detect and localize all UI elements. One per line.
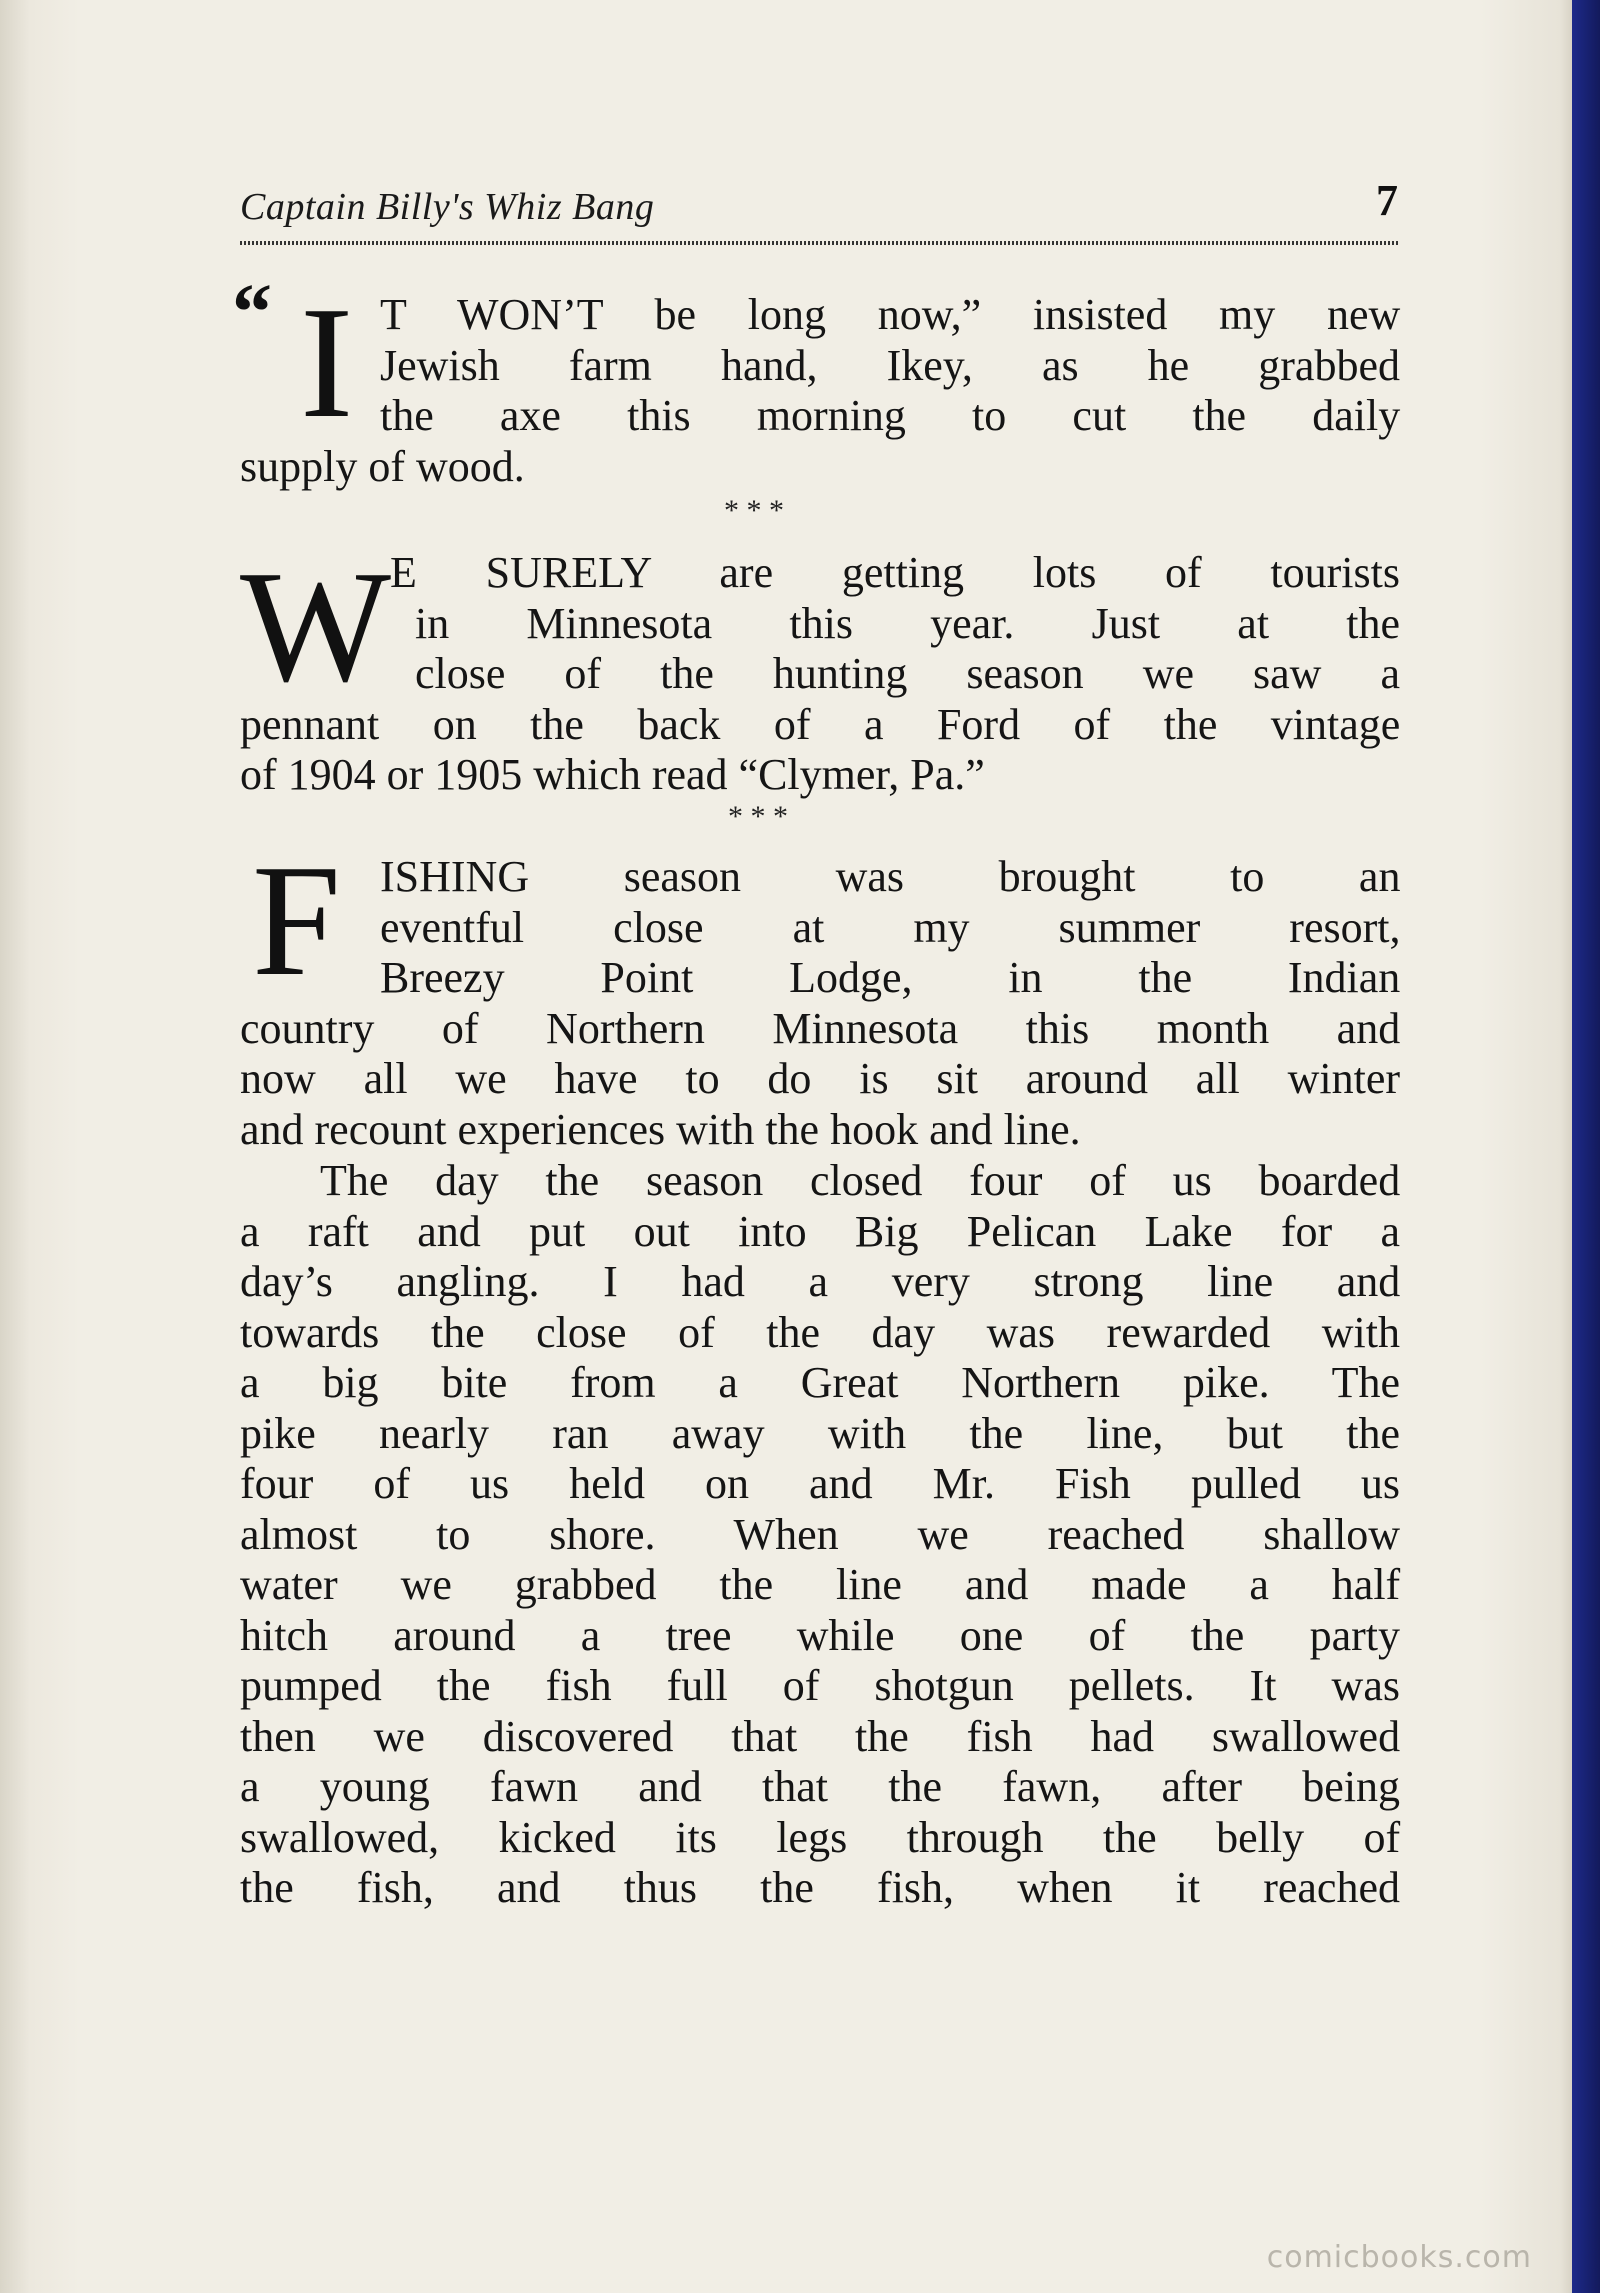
- text-line: a raft and put out into Big Pelican Lake for a: [240, 1206, 1400, 1256]
- text-line: day’s angling. I had a very strong line and: [240, 1257, 1401, 1306]
- header-rule: [240, 241, 1398, 245]
- text-line: T WON’T be long now,” insisted my new: [380, 290, 1401, 339]
- separator-stars: * * *: [724, 494, 784, 527]
- text-line: E SURELY are getting lots of tourists: [390, 548, 1400, 597]
- dropcap-i: I: [300, 273, 354, 451]
- text-line: eventful close at my summer resort,: [380, 902, 1401, 952]
- separator-stars: * * *: [728, 800, 788, 833]
- blue-spine-edge: [1572, 0, 1600, 2293]
- paragraph-tourists: [240, 537, 1401, 801]
- text-line: pike nearly ran away with the line, but the: [240, 1408, 1400, 1458]
- page-number: 7: [1376, 176, 1398, 225]
- text-line: almost to shore. When we reached shallow: [240, 1509, 1401, 1559]
- text-line: country of Northern Minnesota this month and: [240, 1003, 1401, 1053]
- text-line: pennant on the back of a Ford of the vintage: [240, 699, 1401, 749]
- text-line: now all we have to do is sit around all winter: [240, 1054, 1400, 1103]
- watermark-text: comicbooks.com: [1266, 2240, 1532, 2275]
- text-line: the axe this morning to cut the daily: [380, 391, 1401, 440]
- text-line: hitch around a tree while one of the party: [240, 1610, 1400, 1660]
- running-title: Captain Billy's Whiz Bang: [240, 186, 655, 228]
- text-line: The day the season closed four of us boarded: [320, 1156, 1401, 1205]
- text-line: four of us held on and Mr. Fish pulled us: [240, 1459, 1400, 1508]
- text-line: then we discovered that the fish had swallowed: [240, 1711, 1401, 1761]
- text-line: the fish, and thus the fish, when it reached: [240, 1863, 1400, 1912]
- text-line: a big bite from a Great Northern pike. The: [240, 1358, 1400, 1407]
- open-quote-mark: “: [232, 269, 272, 357]
- dropcap-f: F: [252, 831, 341, 1009]
- text-line: in Minnesota this year. Just at the: [415, 598, 1400, 648]
- text-line: supply of wood.: [240, 441, 525, 491]
- text-line: Breezy Point Lodge, in the Indian: [380, 953, 1401, 1002]
- paragraph-ikey: [240, 273, 1401, 492]
- text-line: and recount experiences with the hook and line.: [240, 1104, 1081, 1154]
- dropcap-w: W: [240, 537, 392, 715]
- text-line: ISHING season was brought to an: [380, 852, 1401, 901]
- text-line: Jewish farm hand, Ikey, as he grabbed: [380, 340, 1400, 390]
- text-line: a young fawn and that the fawn, after being: [240, 1762, 1401, 1811]
- text-line: water we grabbed the line and made a half: [240, 1560, 1401, 1609]
- page-header: [240, 176, 1398, 245]
- paragraph-pike: [240, 1156, 1400, 1914]
- text-line: pumped the fish full of shotgun pellets. It was: [240, 1661, 1400, 1710]
- text-line: swallowed, kicked its legs through the belly of: [240, 1812, 1401, 1862]
- text-line: of 1904 or 1905 which read “Clymer, Pa.”: [240, 750, 985, 799]
- paragraph-fishing: [240, 831, 1401, 1155]
- text-line: close of the hunting season we saw a: [415, 649, 1400, 698]
- text-line: towards the close of the day was rewarded with: [240, 1307, 1400, 1357]
